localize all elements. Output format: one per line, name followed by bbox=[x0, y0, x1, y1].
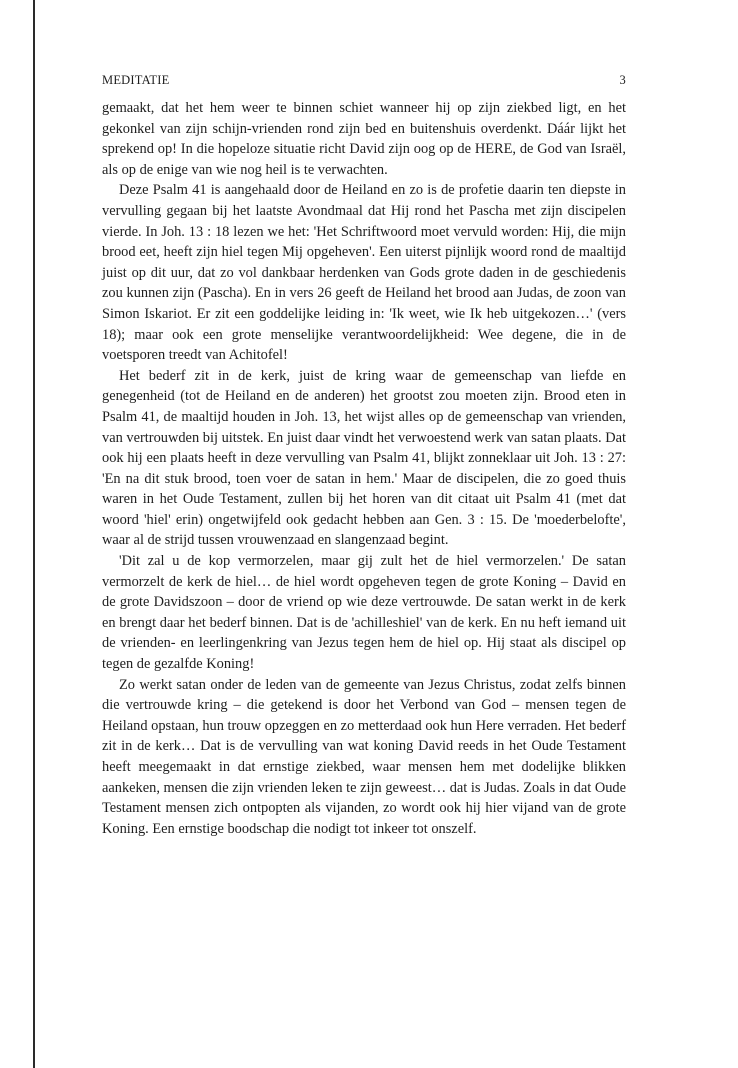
paragraph-1: gemaakt, dat het hem weer te binnen schiet wanneer hij op zijn ziekbed ligt, en het gekonkel van zijn schijn-vrienden rond zijn bed en buitenshuis overdenkt. Dáár lijkt het sprekend op! In die hopeloze situatie richt David zijn oog op de HERE, de God van Israël, als op de enige van wie nog heil is te verwachten. bbox=[102, 100, 626, 178]
body-text bbox=[102, 98, 626, 839]
paragraph-2: Deze Psalm 41 is aangehaald door de Heiland en zo is de profetie daarin ten diepste in vervulling gegaan bij het laatste Avondmaal dat Hij rond het Pascha met zijn discipelen vierde. In Joh. 13 : 18 lezen we het: 'Het Schriftwoord moet vervuld worden: Hij, die mijn brood eet, heeft zijn hiel tegen Mij opgeheven'. Een uiterst pijnlijk woord rond de maaltijd juist op dit uur, dat zo vol dankbaar herdenken van Gods grote daden in de geschiedenis zou kunnen zijn (Pascha). En in vers 26 geeft de Heiland het brood aan Judas, de zoon van Simon Iskariot. Er zit een goddelijke leiding in: 'Ik weet, wie Ik heb uitgekozen…' (vers 18); maar ook een grote menselijke verantwoordelijkheid: Wee degene, die in de voetsporen treedt van Achitofel! bbox=[102, 182, 626, 364]
book-page bbox=[102, 68, 626, 839]
page-number: 3 bbox=[619, 73, 626, 87]
page-edge-line bbox=[33, 0, 35, 1068]
paragraph-5: Zo werkt satan onder de leden van de gemeente van Jezus Christus, zodat zelfs binnen die vertrouwde kring – die getekend is door het Verbond van God – mensen tegen de Heiland opstaan, hun trouw opzeggen en zo metterdaad ook hun Here verraden. Het bederf zit in de kerk… Dat is de vervulling van wat koning David reeds in het Oude Testament heeft meegemaakt in dat ernstige ziekbed, waar mensen hem met dodelijke blikken aankeken, mensen die zijn vrienden leken te zijn geweest… dat is Judas. Zoals in dat Oude Testament mensen zich ontpopten als vijanden, zo wordt ook hij hier vijand van de grote Koning. Een ernstige boodschap die nodigt tot inkeer tot onszelf. bbox=[102, 676, 626, 837]
paragraph-4: 'Dit zal u de kop vermorzelen, maar gij zult het de hiel vermorzelen.' De satan vermorzelt de kerk de hiel… de hiel wordt opgeheven tegen de grote Koning – David en de grote Davidszoon – door de vriend op wie deze vertrouwde. De satan werkt in de kerk en brengt daar het bederf binnen. Dat is de 'achilleshiel' van de kerk. En nu heft iemand uit de vrienden- en leerlingenkring van Jezus tegen hem de hiel op. Hij staat als discipel op tegen de gezalfde Koning! bbox=[102, 553, 626, 673]
running-head-title: MEDITATIE bbox=[102, 73, 170, 87]
running-head bbox=[102, 68, 626, 98]
paragraph-3: Het bederf zit in de kerk, juist de kring waar de gemeenschap van liefde en genegenheid (tot de Heiland en de anderen) het grootst zou moeten zijn. Brood eten in Psalm 41, de maaltijd houden in Joh. 13, het wijst alles op de gemeenschap van vrienden, van vertrouwden bij uitstek. En juist daar vindt het verwoestend werk van satan plaats. Dat ook hij een plaats heeft in deze vervulling van Psalm 41, blijkt zonneklaar uit Joh. 13 : 27: 'En na dit stuk brood, toen voer de satan in hem.' Maar de discipelen, die zo goed thuis waren in het Oude Testament, zullen bij het horen van dit citaat uit Psalm 41 (met dat woord 'hiel' erin) ongetwijfeld ook gedacht hebben aan Gen. 3 : 15. De 'moederbelofte', waar al de strijd tussen vrouwenzaad en slangenzaad begint. bbox=[102, 367, 626, 549]
